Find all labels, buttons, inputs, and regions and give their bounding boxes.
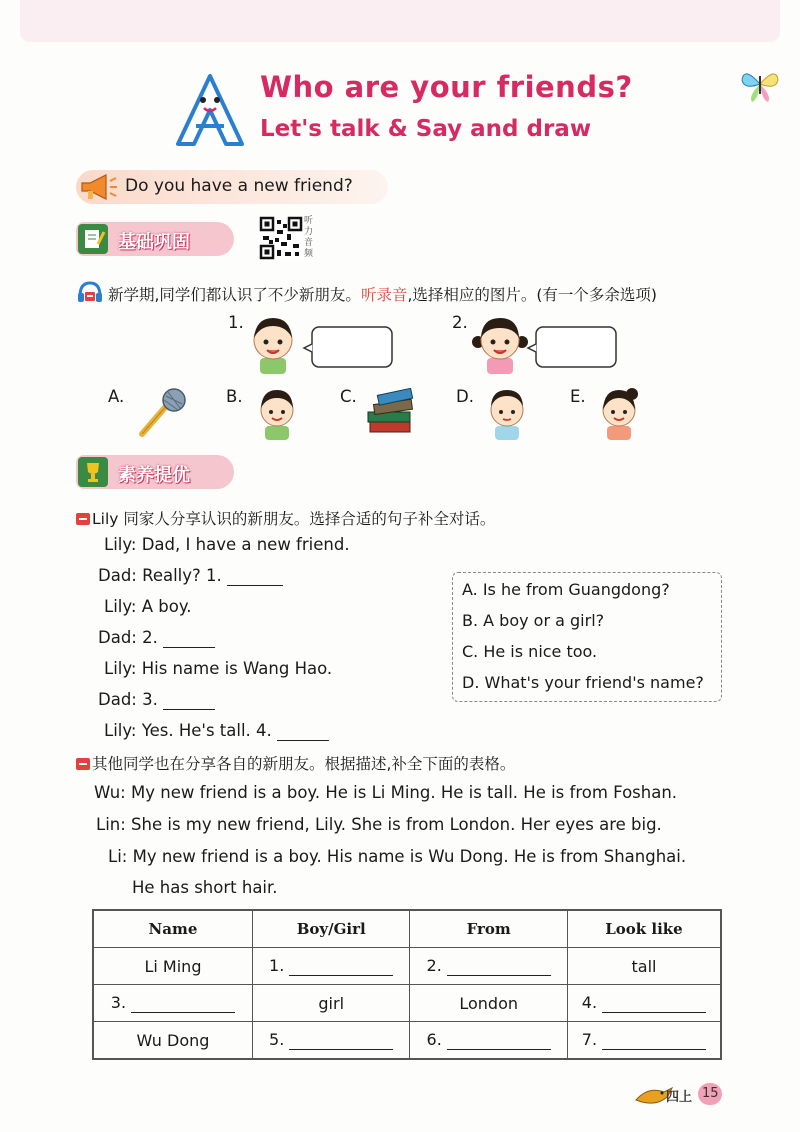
- answer-blank[interactable]: [163, 628, 215, 648]
- question-number-icon: [76, 513, 90, 525]
- microphone-icon[interactable]: [134, 388, 190, 440]
- dialogue-line: Lily: Dad, I have a new friend.: [104, 535, 350, 554]
- header-band: [20, 0, 780, 42]
- option-label: D.: [456, 387, 474, 406]
- table-header: Look like: [567, 910, 721, 948]
- description-line: Li: My new friend is a boy. His name is Wu Dong. He is from Shanghai.: [108, 847, 687, 866]
- boy-face-icon: [246, 312, 300, 374]
- table-cell-blank[interactable]: 3.: [93, 985, 252, 1022]
- option-d: D. What's your friend's name?: [462, 673, 704, 692]
- option-label: C.: [340, 387, 357, 406]
- grade-label: 四上: [666, 1090, 693, 1105]
- table-cell: Li Ming: [93, 948, 252, 985]
- option-b: B. A boy or a girl?: [462, 611, 605, 630]
- description-line: Wu: My new friend is a boy. He is Li Ming. He is tall. He is from Foshan.: [94, 783, 678, 802]
- page-number: 15: [702, 1086, 719, 1101]
- table-header: Boy/Girl: [252, 910, 409, 948]
- page-title: Who are your friends?: [260, 70, 633, 104]
- page-subtitle: Let's talk & Say and draw: [260, 116, 592, 142]
- answer-blank[interactable]: [277, 721, 329, 741]
- megaphone-icon: [78, 172, 120, 202]
- qr-label: 听 力 音 频: [304, 216, 314, 259]
- q3-instruction: 其他同学也在分享各自的新朋友。根据描述,补全下面的表格。: [76, 752, 515, 774]
- notebook-pencil-icon: [78, 224, 108, 254]
- table-cell-blank[interactable]: 2.: [410, 948, 567, 985]
- table-cell-blank[interactable]: 7.: [567, 1022, 721, 1060]
- boy-option-b-icon[interactable]: [254, 386, 300, 440]
- option-label: A.: [108, 387, 125, 406]
- table-cell-blank[interactable]: 5.: [252, 1022, 409, 1060]
- letter-a-mascot-icon: [170, 70, 250, 150]
- q1-instruction: 新学期,同学们都认识了不少新朋友。听录音,选择相应的图片。(有一个多余选项): [108, 286, 657, 304]
- section-badge-label: 基础巩固: [118, 232, 190, 253]
- table-row: [93, 1022, 721, 1060]
- option-c: C. He is nice too.: [462, 642, 598, 661]
- dialogue-line: Dad: 2.: [98, 628, 215, 648]
- answer-blank[interactable]: [163, 690, 215, 710]
- dialogue-line: Lily: His name is Wang Hao.: [104, 659, 333, 678]
- table-row: [93, 948, 721, 985]
- section-badge-label: 素养提优: [118, 465, 190, 486]
- q1-item-label: 2.: [452, 313, 468, 332]
- table-cell: London: [410, 985, 567, 1022]
- qr-code-icon[interactable]: [259, 216, 303, 260]
- option-label: B.: [226, 387, 243, 406]
- q1-item-label: 1.: [228, 313, 244, 332]
- girl-face-icon: [470, 312, 530, 374]
- option-label: E.: [570, 387, 586, 406]
- speech-bubble-answer-1[interactable]: [302, 326, 394, 368]
- info-table: [92, 909, 722, 1060]
- dialogue-line: Lily: Yes. He's tall. 4.: [104, 721, 329, 741]
- table-header: From: [410, 910, 567, 948]
- speech-bubble-answer-2[interactable]: [526, 326, 618, 368]
- table-cell-blank[interactable]: 6.: [410, 1022, 567, 1060]
- trophy-icon: [78, 457, 108, 487]
- books-icon[interactable]: [364, 388, 420, 438]
- option-a: A. Is he from Guangdong?: [462, 580, 670, 599]
- girl-option-e-icon[interactable]: [594, 386, 644, 440]
- dialogue-line: Dad: 3.: [98, 690, 215, 710]
- description-line: He has short hair.: [132, 878, 278, 897]
- topic-text: Do you have a new friend?: [125, 176, 353, 196]
- q2-instruction: Lily 同家人分享认识的新朋友。选择合适的句子补全对话。: [76, 507, 495, 529]
- table-cell-blank[interactable]: 4.: [567, 985, 721, 1022]
- answer-blank[interactable]: [227, 566, 283, 586]
- question-number-icon: [76, 758, 90, 770]
- description-line: Lin: She is my new friend, Lily. She is from London. Her eyes are big.: [96, 815, 662, 834]
- dialogue-line: Dad: Really? 1.: [98, 566, 283, 586]
- table-header-row: [93, 910, 721, 948]
- table-cell: tall: [567, 948, 721, 985]
- table-header: Name: [93, 910, 252, 948]
- butterfly-icon: [738, 62, 782, 106]
- table-cell: Wu Dong: [93, 1022, 252, 1060]
- table-row: [93, 985, 721, 1022]
- table-cell: girl: [252, 985, 409, 1022]
- table-cell-blank[interactable]: 1.: [252, 948, 409, 985]
- boy-option-d-icon[interactable]: [484, 386, 530, 440]
- dialogue-line: Lily: A boy.: [104, 597, 192, 616]
- headphones-icon: [76, 280, 104, 304]
